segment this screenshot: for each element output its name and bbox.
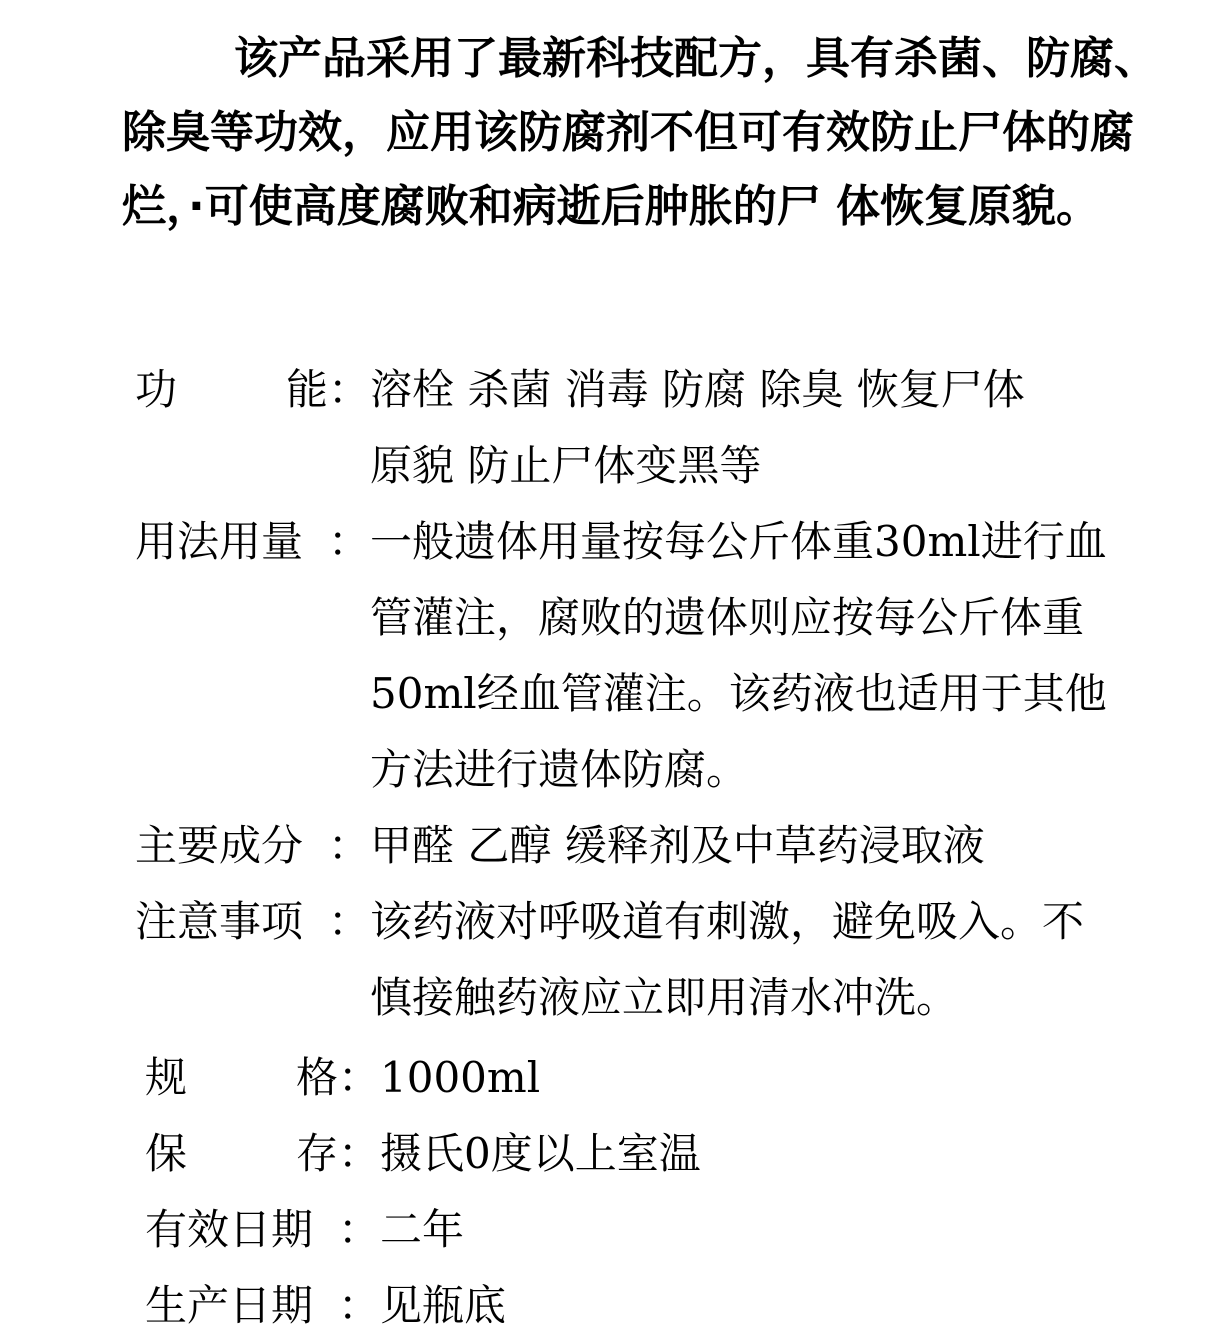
value-line: 管灌注，腐败的遗体则应按每公斤体重: [370, 593, 1085, 642]
label-char: 功: [135, 365, 178, 414]
spec-value: [380, 1116, 1205, 1192]
spec-value: [370, 504, 1195, 808]
spec-value: [380, 1268, 1205, 1344]
label-char: 能: [285, 365, 328, 414]
spec-label: [135, 884, 370, 960]
spec-row-precautions: [135, 884, 1195, 1036]
spec-value: [370, 352, 1195, 504]
spec-label: [145, 1192, 380, 1268]
value-line: 1000ml: [380, 1053, 541, 1102]
label-colon: ：: [337, 1281, 380, 1330]
label-colon: ：: [327, 897, 370, 946]
label-char: 保: [145, 1129, 188, 1178]
value-line: 一般遗体用量按每公斤体重30ml进行血: [370, 517, 1107, 566]
intro-line: 烂，·可使高度腐败和病逝后肿胀的尸 体恢复原貌。: [122, 181, 1101, 232]
spec-list-secondary: [145, 1040, 1205, 1344]
label-char: 规: [145, 1053, 188, 1102]
spec-row-shelf-life: [145, 1192, 1205, 1268]
spec-row-ingredients: [135, 808, 1195, 884]
spec-row-function: [135, 352, 1195, 504]
spec-row-storage: [145, 1116, 1205, 1192]
value-line: 50ml经血管灌注。该药液也适用于其他: [370, 669, 1107, 718]
value-line: 原貌 防止尸体变黑等: [370, 441, 762, 490]
spec-value: [380, 1040, 1205, 1116]
label-colon: ：: [337, 1129, 380, 1178]
intro-line: 该产品采用了最新科技配方，具有杀菌、防腐、: [234, 33, 1158, 84]
label-colon: ：: [327, 365, 370, 414]
spec-label: [135, 504, 370, 580]
value-line: 摄氏0度以上室温: [380, 1129, 701, 1178]
value-line: 见瓶底: [380, 1281, 507, 1330]
value-line: 溶栓 杀菌 消毒 防腐 除臭 恢复尸体: [370, 365, 1025, 414]
label-char: 存: [295, 1129, 338, 1178]
spec-value: [370, 808, 1195, 884]
value-line: 二年: [380, 1205, 465, 1254]
label-text: 用法用量: [135, 517, 304, 566]
spec-value: [370, 884, 1195, 1036]
spec-row-production-date: [145, 1268, 1205, 1344]
spec-label: [145, 1116, 380, 1192]
label-char: 格: [295, 1053, 338, 1102]
intro-line: 除臭等功效，应用该防腐剂不但可有效防止尸体的腐: [122, 107, 1134, 158]
value-line: 甲醛 乙醇 缓释剂及中草药浸取液: [370, 821, 985, 870]
spec-row-usage: [135, 504, 1195, 808]
intro-paragraph: [122, 22, 1212, 244]
label-colon: ：: [327, 517, 370, 566]
spec-label: [135, 808, 370, 884]
label-text: 有效日期: [145, 1205, 314, 1254]
spec-label: [145, 1040, 380, 1116]
label-text: 生产日期: [145, 1281, 314, 1330]
spec-row-spec: [145, 1040, 1205, 1116]
spec-label: [145, 1268, 380, 1344]
value-line: 该药液对呼吸道有刺激，避免吸入。不: [370, 897, 1085, 946]
value-line: 方法进行遗体防腐。: [370, 745, 749, 794]
label-colon: ：: [337, 1205, 380, 1254]
label-colon: ：: [327, 821, 370, 870]
value-line: 慎接触药液应立即用清水冲洗。: [370, 973, 959, 1022]
label-text: 主要成分: [135, 821, 304, 870]
spec-list: [135, 352, 1195, 1036]
spec-value: [380, 1192, 1205, 1268]
spec-label: [135, 352, 370, 428]
label-text: 注意事项: [135, 897, 304, 946]
label-colon: ：: [337, 1053, 380, 1102]
